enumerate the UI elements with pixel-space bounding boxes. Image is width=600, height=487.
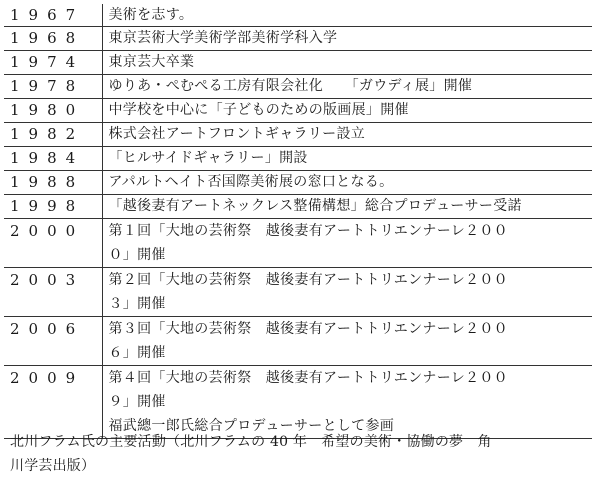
year-cell: 1980 [4, 99, 102, 123]
table-row [4, 268, 592, 317]
event-line: ゆりあ・ぺむぺる工房有限会社化 「ガウディ展」開催 [108, 78, 473, 94]
event-line: 第２回「大地の芸術祭 越後妻有アートトリエンナーレ２００ [108, 272, 508, 288]
year-cell: 1968 [4, 27, 102, 51]
event-line: 第３回「大地の芸術祭 越後妻有アートトリエンナーレ２００ [108, 321, 508, 337]
caption-line-1: 北川フラム氏の主要活動（北川フラムの 40 年 希望の美術・協働の夢 角 [10, 434, 492, 450]
event-line: 美術を志す。 [108, 7, 194, 23]
year-cell: 1974 [4, 51, 102, 75]
chronology-table [4, 4, 592, 439]
table-row [4, 195, 592, 219]
event-cell [102, 123, 592, 147]
event-cell [102, 219, 592, 268]
table-row [4, 4, 592, 27]
event-cell [102, 268, 592, 317]
table-row [4, 219, 592, 268]
year-cell: 2006 [4, 317, 102, 366]
event-line: 第４回「大地の芸術祭 越後妻有アートトリエンナーレ２００ [108, 370, 508, 386]
year-cell: 1988 [4, 171, 102, 195]
event-cell [102, 51, 592, 75]
event-cell [102, 27, 592, 51]
event-cell [102, 366, 592, 439]
event-line: ６」開催 [108, 345, 166, 361]
year-cell: 1982 [4, 123, 102, 147]
event-cell [102, 4, 592, 27]
table-row [4, 75, 592, 99]
table-row [4, 123, 592, 147]
event-line: アパルトヘイト否国際美術展の窓口となる。 [108, 174, 394, 190]
event-line: 第１回「大地の芸術祭 越後妻有アートトリエンナーレ２００ [108, 223, 508, 239]
event-line: 東京芸大卒業 [108, 54, 195, 70]
table-row [4, 27, 592, 51]
year-cell: 2000 [4, 219, 102, 268]
event-line: 株式会社アートフロントギャラリー設立 [108, 126, 366, 142]
event-line: 中学校を中心に「子どものための版画展」開催 [108, 102, 409, 118]
event-cell [102, 195, 592, 219]
year-cell: 2009 [4, 366, 102, 439]
table-row [4, 317, 592, 366]
table-row [4, 99, 592, 123]
event-cell [102, 75, 592, 99]
table-row [4, 366, 592, 439]
year-cell: 1967 [4, 4, 102, 27]
event-cell [102, 147, 592, 171]
year-cell: 1998 [4, 195, 102, 219]
table-row [4, 147, 592, 171]
table-row [4, 51, 592, 75]
event-line: 「越後妻有アートネックレス整備構想」総合プロデューサー受諾 [108, 198, 522, 214]
event-cell [102, 317, 592, 366]
table-row [4, 171, 592, 195]
event-line: ３」開催 [108, 296, 166, 312]
year-cell: 1978 [4, 75, 102, 99]
year-cell: 1984 [4, 147, 102, 171]
chronology-body [4, 4, 592, 439]
event-line: 「ヒルサイドギャラリー」開設 [108, 150, 308, 166]
event-line: 東京芸術大学美術学部美術学科入学 [108, 30, 338, 46]
caption-line-2: 川学芸出版） [10, 458, 96, 474]
event-line: ０」開催 [108, 247, 166, 263]
event-line: ９」開催 [108, 394, 166, 410]
event-line: 福武總一郎氏総合プロデューサーとして参画 [108, 418, 395, 434]
table-caption [10, 430, 595, 478]
event-cell [102, 99, 592, 123]
year-cell: 2003 [4, 268, 102, 317]
event-cell [102, 171, 592, 195]
